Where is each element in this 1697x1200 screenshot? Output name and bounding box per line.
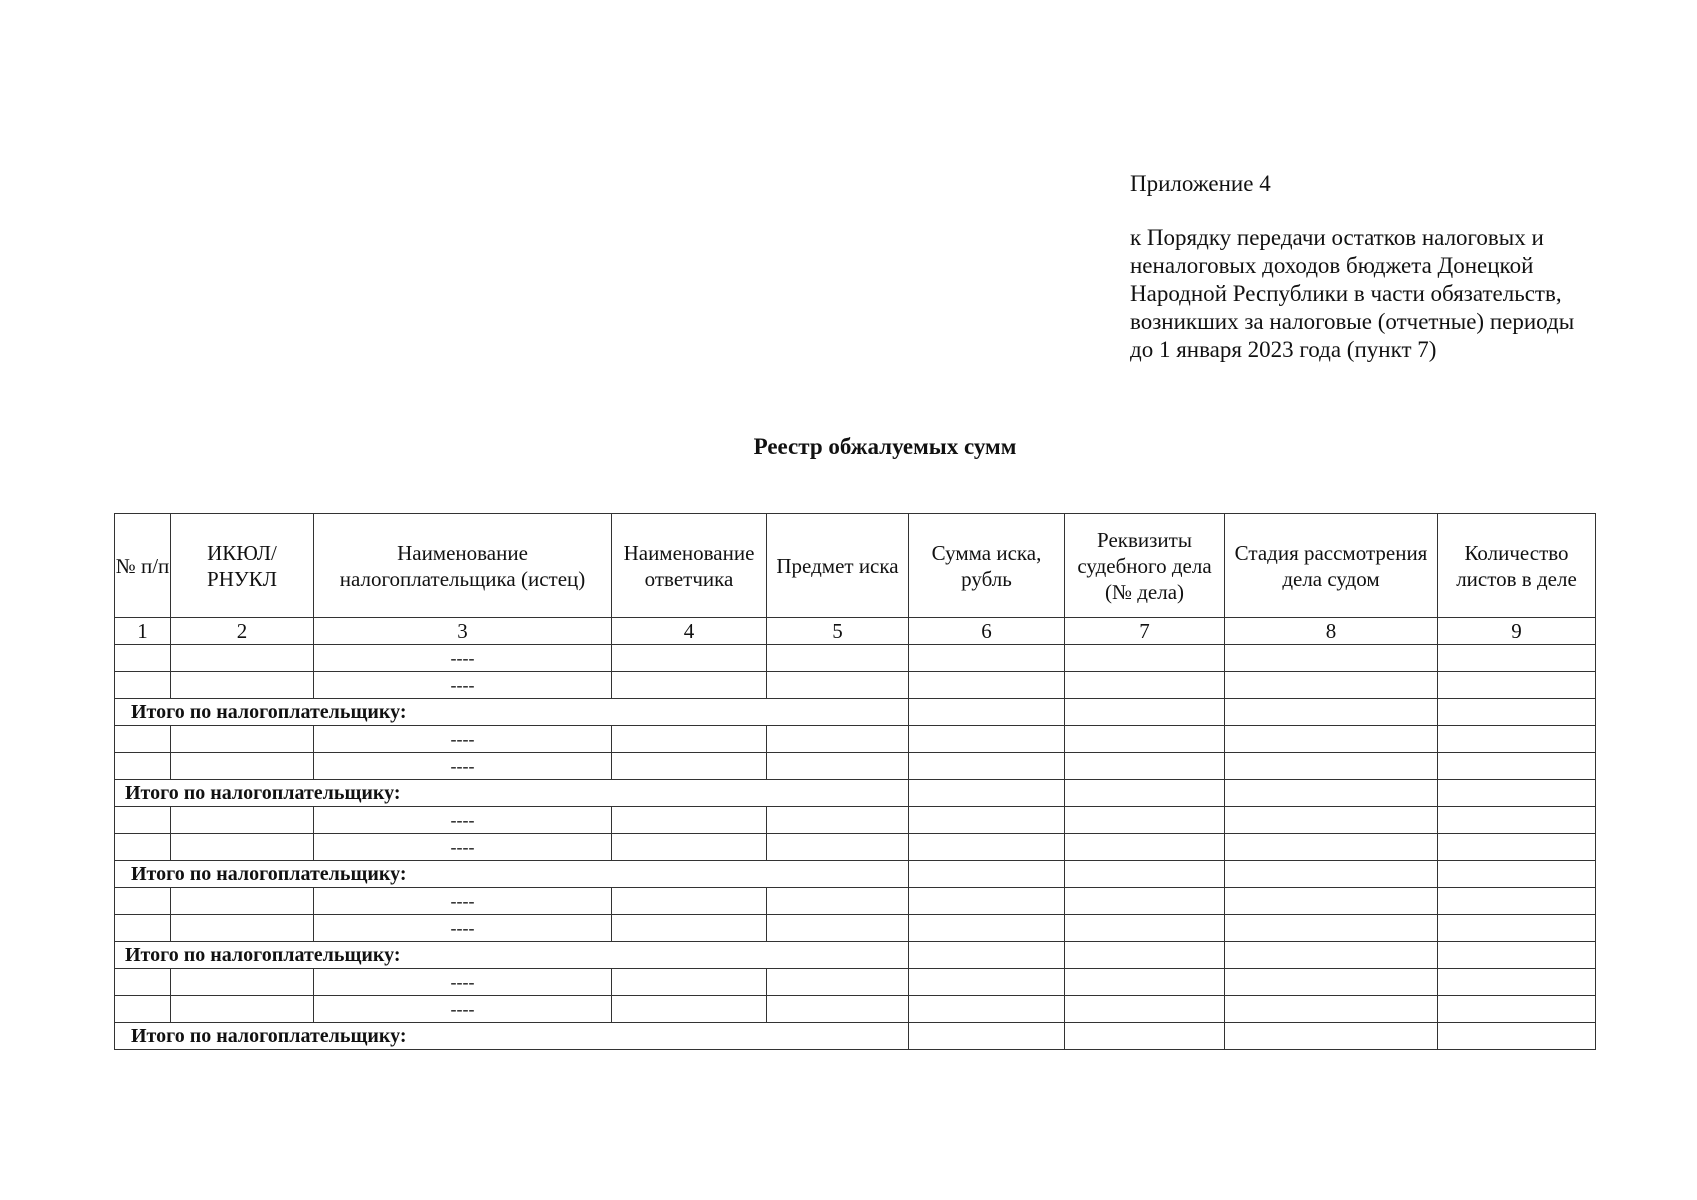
header-cell-id: ИКЮЛ/ РНУКЛ	[171, 514, 314, 618]
table-cell	[1065, 996, 1225, 1023]
table-cell	[612, 888, 767, 915]
table-cell	[1065, 915, 1225, 942]
table-cell	[1225, 645, 1438, 672]
registry-table	[114, 513, 1596, 1050]
table-cell	[612, 969, 767, 996]
table-cell	[1065, 807, 1225, 834]
table-cell	[612, 915, 767, 942]
table-cell	[1438, 915, 1596, 942]
table-cell	[1225, 753, 1438, 780]
table-cell	[909, 780, 1065, 807]
placeholder-cell: ----	[314, 888, 612, 915]
table-cell	[909, 942, 1065, 969]
table-cell	[115, 888, 171, 915]
table-row	[115, 726, 1596, 753]
table-cell	[171, 807, 314, 834]
table-cell	[1438, 780, 1596, 807]
table-cell	[909, 834, 1065, 861]
table-cell	[909, 699, 1065, 726]
table-cell	[171, 753, 314, 780]
table-cell	[171, 996, 314, 1023]
total-label: Итого по налогоплательщику:	[115, 1023, 909, 1050]
table-cell	[1065, 726, 1225, 753]
table-cell	[612, 672, 767, 699]
total-label: Итого по налогоплательщику:	[115, 942, 909, 969]
table-cell	[1225, 915, 1438, 942]
table-cell	[1438, 888, 1596, 915]
table-cell	[115, 672, 171, 699]
table-cell	[1438, 753, 1596, 780]
table-cell	[909, 888, 1065, 915]
appendix-note	[1130, 170, 1650, 364]
table-cell	[1065, 969, 1225, 996]
placeholder-cell: ----	[314, 915, 612, 942]
placeholder-cell: ----	[314, 969, 612, 996]
total-row	[115, 780, 1596, 807]
table-cell	[171, 915, 314, 942]
table-cell	[1438, 807, 1596, 834]
table-cell	[171, 834, 314, 861]
appendix-line: до 1 января 2023 года (пункт 7)	[1130, 337, 1437, 362]
table-cell	[171, 645, 314, 672]
table-cell	[1225, 888, 1438, 915]
table-cell	[1065, 834, 1225, 861]
table-cell	[909, 861, 1065, 888]
column-number: 9	[1438, 618, 1596, 645]
header-cell-stage: Стадия рассмотрения дела судом	[1225, 514, 1438, 618]
table-cell	[767, 915, 909, 942]
appendix-line: к Порядку передачи остатков налоговых и	[1130, 225, 1544, 250]
table-cell	[1225, 1023, 1438, 1050]
table-cell	[612, 834, 767, 861]
table-cell	[1225, 699, 1438, 726]
table-cell	[909, 753, 1065, 780]
placeholder-cell: ----	[314, 672, 612, 699]
table-cell	[115, 915, 171, 942]
table-cell	[115, 834, 171, 861]
table-cell	[1065, 1023, 1225, 1050]
header-cell-defendant: Наименование ответчика	[612, 514, 767, 618]
table-cell	[1065, 780, 1225, 807]
table-row	[115, 996, 1596, 1023]
table-cell	[612, 726, 767, 753]
table-cell	[1225, 834, 1438, 861]
appendix-line: неналоговых доходов бюджета Донецкой	[1130, 253, 1534, 278]
table-cell	[115, 996, 171, 1023]
total-label: Итого по налогоплательщику:	[115, 861, 909, 888]
table-cell	[909, 969, 1065, 996]
table-cell	[1438, 1023, 1596, 1050]
table-cell	[1065, 672, 1225, 699]
table-cell	[1225, 996, 1438, 1023]
column-number: 2	[171, 618, 314, 645]
table-row	[115, 645, 1596, 672]
table-cell	[1065, 645, 1225, 672]
total-label: Итого по налогоплательщику:	[115, 699, 909, 726]
total-row	[115, 942, 1596, 969]
table-cell	[115, 807, 171, 834]
table-cell	[171, 726, 314, 753]
table-cell	[115, 726, 171, 753]
table-row	[115, 888, 1596, 915]
column-number: 8	[1225, 618, 1438, 645]
table-cell	[1438, 726, 1596, 753]
table-cell	[1065, 888, 1225, 915]
table-row	[115, 969, 1596, 996]
column-number: 6	[909, 618, 1065, 645]
header-cell-number: № п/п	[115, 514, 171, 618]
table-row	[115, 672, 1596, 699]
header-cell-amount: Сумма иска, рубль	[909, 514, 1065, 618]
table-cell	[1438, 996, 1596, 1023]
table-cell	[115, 645, 171, 672]
table-cell	[767, 996, 909, 1023]
table-cell	[1225, 780, 1438, 807]
placeholder-cell: ----	[314, 726, 612, 753]
table-cell	[1438, 672, 1596, 699]
table-cell	[1438, 861, 1596, 888]
header-cell-taxpayer: Наименование налогоплательщика (истец)	[314, 514, 612, 618]
total-row	[115, 861, 1596, 888]
table-cell	[767, 753, 909, 780]
table-cell	[1225, 861, 1438, 888]
table-cell	[1225, 672, 1438, 699]
column-number-row	[115, 618, 1596, 645]
table-cell	[171, 888, 314, 915]
table-cell	[1225, 942, 1438, 969]
table-cell	[767, 726, 909, 753]
table-cell	[909, 645, 1065, 672]
table-cell	[767, 834, 909, 861]
header-cell-subject: Предмет иска	[767, 514, 909, 618]
total-row	[115, 699, 1596, 726]
placeholder-cell: ----	[314, 645, 612, 672]
table-cell	[767, 672, 909, 699]
appendix-line: Народной Республики в части обязательств,	[1130, 281, 1562, 306]
table-cell	[1438, 969, 1596, 996]
column-number: 3	[314, 618, 612, 645]
table-cell	[909, 672, 1065, 699]
table-cell	[1065, 699, 1225, 726]
placeholder-cell: ----	[314, 753, 612, 780]
table-cell	[767, 645, 909, 672]
header-row	[115, 514, 1596, 618]
table-row	[115, 753, 1596, 780]
placeholder-cell: ----	[314, 807, 612, 834]
total-row	[115, 1023, 1596, 1050]
table-cell	[612, 645, 767, 672]
table-cell	[1225, 969, 1438, 996]
column-number: 4	[612, 618, 767, 645]
header-cell-case-details: Реквизиты судебного дела (№ дела)	[1065, 514, 1225, 618]
table-cell	[1065, 942, 1225, 969]
table-cell	[1065, 861, 1225, 888]
table-cell	[612, 996, 767, 1023]
table-cell	[115, 753, 171, 780]
table-cell	[1438, 699, 1596, 726]
table-row	[115, 834, 1596, 861]
table-cell	[909, 915, 1065, 942]
table-cell	[767, 807, 909, 834]
table-cell	[767, 888, 909, 915]
column-number: 5	[767, 618, 909, 645]
appendix-number: Приложение 4	[1130, 171, 1271, 196]
table-cell	[171, 969, 314, 996]
table-cell	[171, 672, 314, 699]
table-cell	[1438, 645, 1596, 672]
table-cell	[1438, 942, 1596, 969]
column-number: 7	[1065, 618, 1225, 645]
table-cell	[909, 996, 1065, 1023]
table-cell	[909, 726, 1065, 753]
table-cell	[1225, 807, 1438, 834]
table-cell	[767, 969, 909, 996]
header-cell-sheets: Количество листов в деле	[1438, 514, 1596, 618]
column-number: 1	[115, 618, 171, 645]
table-cell	[612, 753, 767, 780]
table-cell	[1065, 753, 1225, 780]
table-cell	[612, 807, 767, 834]
table-cell	[1438, 834, 1596, 861]
table-row	[115, 807, 1596, 834]
table-cell	[1225, 726, 1438, 753]
document-title: Реестр обжалуемых сумм	[753, 434, 1017, 459]
table-cell	[909, 807, 1065, 834]
table-cell	[909, 1023, 1065, 1050]
placeholder-cell: ----	[314, 996, 612, 1023]
table-cell	[115, 969, 171, 996]
table-row	[115, 915, 1596, 942]
placeholder-cell: ----	[314, 834, 612, 861]
appendix-line: возникших за налоговые (отчетные) периоды	[1130, 309, 1575, 334]
total-label: Итого по налогоплательщику:	[115, 780, 909, 807]
